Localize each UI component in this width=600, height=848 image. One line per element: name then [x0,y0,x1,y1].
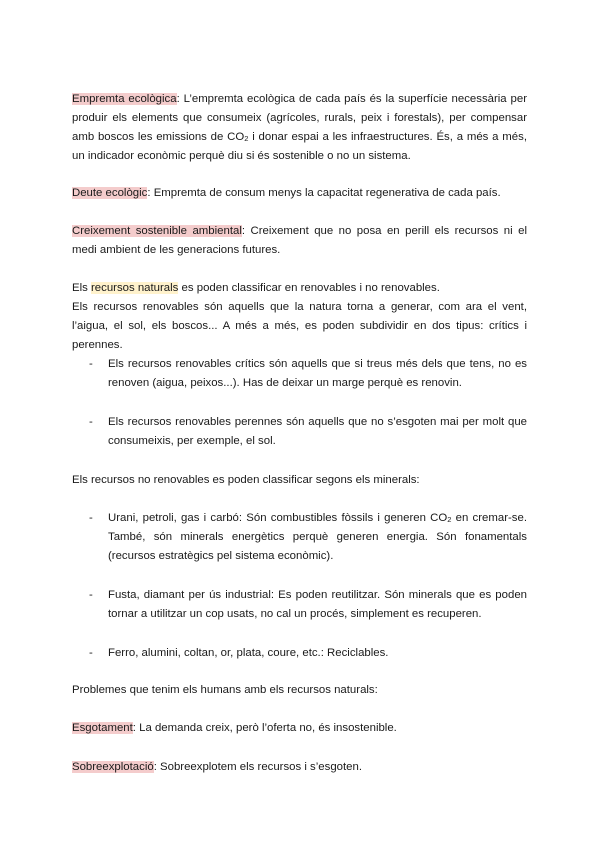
resources-intro-b: es poden classificar en renovables i no renovables. [178,282,440,294]
term-empremta-ecologica: Empremta ecològica [72,93,177,105]
esgotament-text: : La demanda creix, però l’oferta no, és insostenible. [132,722,397,734]
definition-empremta-text-b: i donar espai a les infraestructures. És, a més a més, un indicador econòmic perquè diu si és sostenible o no un sistema. [72,131,527,162]
list-bullet: - [89,358,93,370]
list-bullet: - [89,647,93,659]
keyword-recursos-naturals: recursos naturals [91,282,179,294]
list-item-reciclables: Ferro, alumini, coltan, or, plata, coure, etc.: Reciclables. [108,647,389,659]
resources-intro-a: Els [72,282,91,294]
resources-intro [72,279,527,298]
term-creixement-sostenible: Creixement sostenible ambiental [72,225,242,237]
definition-deute [72,184,527,203]
list-bullet: - [89,589,93,601]
list-item-fusta-diamant: Fusta, diamant per ús industrial: Es poden reutilitzar. Són minerals que es poden tornar a utilitzar un cop usats, no cal un procés, simplement es recuperen. [108,589,527,620]
list-bullet: - [89,512,93,524]
definition-creixement [72,222,527,260]
definition-empremta [72,90,527,166]
list-bullet: - [89,416,93,428]
term-deute-ecologic: Deute ecològic [72,187,148,199]
list-item-renovables-perennes: Els recursos renovables perennes són aquells que no s’esgoten mai per molt que consumeixis, per exemple, el sol. [108,416,527,447]
definition-deute-text: : Empremta de consum menys la capacitat regenerativa de cada país. [147,187,501,199]
item1-text-a: Urani, petroli, gas i carbó: Són combustibles fòssils i generen CO [108,512,448,524]
list-item-combustibles-fossils [108,509,527,566]
renewables-paragraph: Els recursos renovables són aquells que la natura torna a generar, com ara el vent, l’aigua, el sol, els boscos... A més a més, es poden subdividir en dos tipus: crítics i perennes. [72,301,527,351]
definition-creixement-text: : Creixement que no posa en perill els recursos ni el medi ambient de les generacions futures. [72,225,527,256]
nonrenewables-paragraph: Els recursos no renovables es poden classificar segons els minerals: [72,474,420,486]
definition-empremta-text-a: : L’empremta ecològica de cada país és la superfície necessària per produir els elements que consumeix (agrícoles, rurals, peix i forestals), per compensar amb boscos les emissions de CO [72,93,527,143]
list-item-renovables-critics: Els recursos renovables crítics són aquells que si treus més dels que tens, no es renoven (aigua, peixos...). Has de deixar un marge perquè es renovin. [108,358,527,389]
term-sobreexplotacio: Sobreexplotació [72,761,154,773]
sobreexplotacio-text: : Sobreexplotem els recursos i s’esgoten. [153,761,362,773]
problem-esgotament [72,719,527,738]
item1-text-b: en cremar-se. També, són minerals energètics perquè generen energia. Són fonamentals (recursos estratègics pel sistema econòmic). [108,512,527,562]
term-esgotament: Esgotament [72,722,133,734]
co2-subscript: 2 [244,134,249,143]
problems-intro: Problemes que tenim els humans amb els recursos naturals: [72,684,378,696]
problem-sobreexplotacio [72,758,527,777]
co2-subscript: 2 [447,515,452,524]
